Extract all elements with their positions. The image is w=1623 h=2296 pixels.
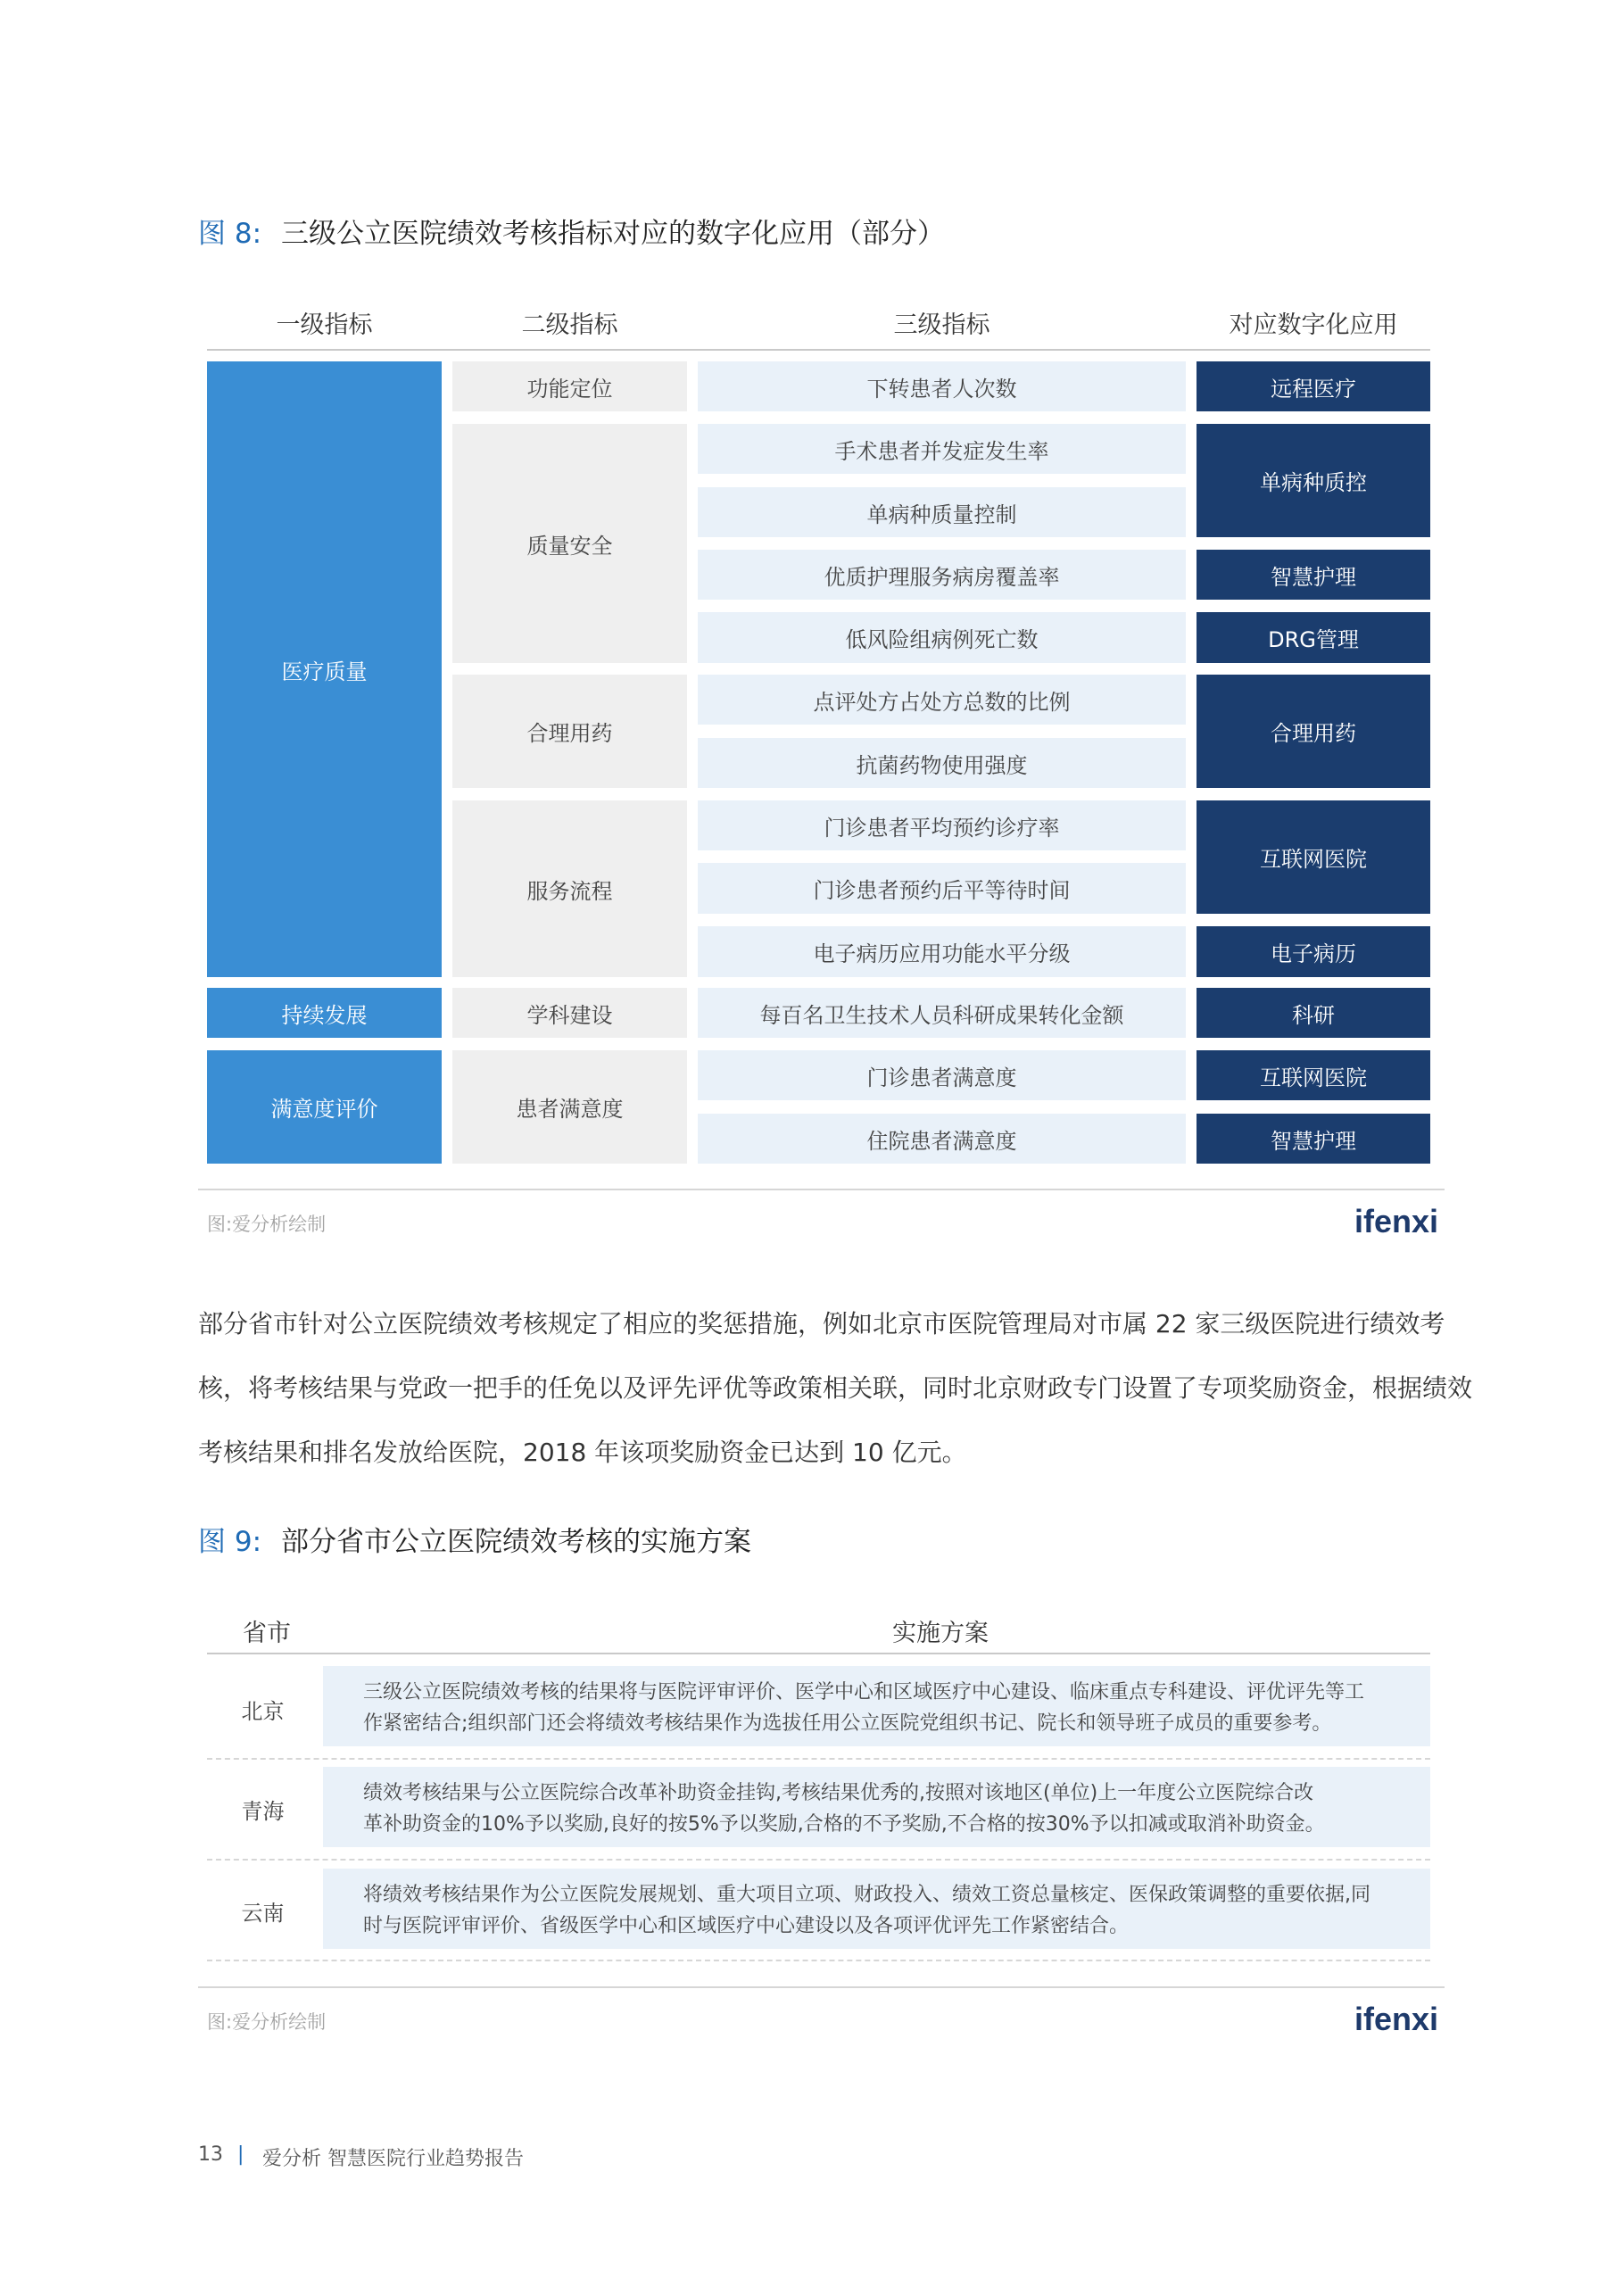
level3-cell: 每百名卫生技术人员科研成果转化金额 bbox=[698, 988, 1186, 1038]
footer-report-title: 爱分析 智慧医院行业趋势报告 bbox=[262, 2148, 524, 2170]
row-divider bbox=[207, 1859, 1430, 1861]
app-cell: 单病种质控 bbox=[1197, 424, 1430, 537]
level1-cell: 满意度评价 bbox=[207, 1050, 442, 1164]
level1-cell: 持续发展 bbox=[207, 988, 442, 1038]
plan-line: 绩效考核结果与公立医院综合改革补助资金挂钩,考核结果优秀的,按照对该地区(单位)上一年度公立医院综合改 bbox=[363, 1782, 1314, 1804]
app-cell: 互联网医院 bbox=[1197, 800, 1430, 914]
level2-cell: 服务流程 bbox=[452, 800, 687, 977]
figure-8-number: 图 8: bbox=[198, 218, 262, 250]
paragraph-line: 部分省市针对公立医院绩效考核规定了相应的奖惩措施，例如北京市医院管理局对市属 22 家三级医院进行绩效考 bbox=[198, 1309, 1445, 1339]
body-paragraph bbox=[198, 1292, 1473, 1485]
header-plan: 实施方案 bbox=[892, 1620, 989, 1647]
header-level1: 一级指标 bbox=[276, 311, 373, 339]
paragraph-line: 核，将考核结果与党政一把手的任免以及评先评优等政策相关联，同时北京财政专门设置了专项奖励资金，根据绩效 bbox=[198, 1373, 1473, 1403]
province-cell: 云南 bbox=[241, 1901, 285, 1926]
level3-cell: 单病种质量控制 bbox=[698, 487, 1186, 537]
figure-8-source: 图:爱分析绘制 bbox=[207, 1214, 327, 1235]
figure-8-title bbox=[198, 211, 945, 251]
app-cell: 电子病历 bbox=[1197, 926, 1430, 977]
province-cell: 青海 bbox=[241, 1799, 285, 1824]
header-apps: 对应数字化应用 bbox=[1229, 311, 1398, 339]
level3-cell: 低风险组病例死亡数 bbox=[698, 612, 1186, 663]
level3-cell: 手术患者并发症发生率 bbox=[698, 424, 1186, 474]
level2-cell: 功能定位 bbox=[452, 361, 687, 411]
level3-cell: 门诊患者满意度 bbox=[698, 1050, 1186, 1100]
level3-cell: 优质护理服务病房覆盖率 bbox=[698, 550, 1186, 600]
figure-9-number: 图 9: bbox=[198, 1526, 262, 1558]
app-cell: 智慧护理 bbox=[1197, 550, 1430, 600]
level1-cell: 医疗质量 bbox=[207, 361, 442, 977]
province-cell: 北京 bbox=[241, 1699, 285, 1724]
plan-line: 革补助资金的10%予以奖励,良好的按5%予以奖励,合格的不予奖励,不合格的按30%予以扣减或取消补助资金。 bbox=[363, 1813, 1325, 1836]
app-cell: DRG管理 bbox=[1197, 612, 1430, 663]
figure-9-title-text: 部分省市公立医院绩效考核的实施方案 bbox=[281, 1526, 752, 1558]
ifenxi-logo: ifenxi bbox=[1354, 2001, 1439, 2037]
level3-cell: 门诊患者预约后平等待时间 bbox=[698, 863, 1186, 914]
level2-cell: 患者满意度 bbox=[452, 1050, 687, 1164]
level2-cell: 质量安全 bbox=[452, 424, 687, 663]
plan-cell bbox=[323, 1869, 1430, 1949]
header-province: 省市 bbox=[243, 1620, 291, 1647]
row-divider bbox=[207, 1960, 1430, 1961]
paragraph-line: 考核结果和排名发放给医院，2018 年该项奖励资金已达到 10 亿元。 bbox=[198, 1438, 967, 1467]
plan-line: 将绩效考核结果作为公立医院发展规划、重大项目立项、财政投入、绩效工资总量核定、医保政策调整的重要依据,同 bbox=[363, 1884, 1370, 1906]
level3-cell: 门诊患者平均预约诊疗率 bbox=[698, 800, 1186, 850]
level2-cell: 合理用药 bbox=[452, 675, 687, 788]
level3-cell: 点评处方占处方总数的比例 bbox=[698, 675, 1186, 725]
plan-line: 时与医院评审评价、省级医学中心和区域医疗中心建设以及各项评优评先工作紧密结合。 bbox=[363, 1915, 1130, 1937]
footer-separator: | bbox=[237, 2143, 244, 2166]
plan-cell bbox=[323, 1666, 1430, 1746]
figure-9-source: 图:爱分析绘制 bbox=[207, 2011, 327, 2033]
figure-9-bottom-rule bbox=[198, 1986, 1445, 1988]
level3-cell: 下转患者人次数 bbox=[698, 361, 1186, 411]
figure-9-header-rule bbox=[207, 1653, 1430, 1654]
page-number: 13 bbox=[198, 2143, 223, 2166]
figure-8-title-text: 三级公立医院绩效考核指标对应的数字化应用（部分） bbox=[281, 218, 946, 250]
app-cell: 智慧护理 bbox=[1197, 1114, 1430, 1164]
plan-line: 作紧密结合;组织部门还会将绩效考核结果作为选拔任用公立医院党组织书记、院长和领导班子成员的重要参考。 bbox=[363, 1712, 1332, 1735]
ifenxi-logo: ifenxi bbox=[1354, 1203, 1439, 1239]
header-rule bbox=[207, 349, 1430, 351]
level3-cell: 抗菌药物使用强度 bbox=[698, 738, 1186, 788]
figure-8-bottom-rule bbox=[198, 1189, 1445, 1190]
header-level3: 三级指标 bbox=[893, 311, 990, 339]
figure-9-title bbox=[198, 1519, 751, 1559]
plan-line: 三级公立医院绩效考核的结果将与医院评审评价、医学中心和区域医疗中心建设、临床重点专科建设、评优评先等工 bbox=[363, 1681, 1365, 1703]
level2-cell: 学科建设 bbox=[452, 988, 687, 1038]
app-cell: 互联网医院 bbox=[1197, 1050, 1430, 1100]
app-cell: 合理用药 bbox=[1197, 675, 1430, 788]
level3-cell: 住院患者满意度 bbox=[698, 1114, 1186, 1164]
row-divider bbox=[207, 1758, 1430, 1760]
header-level2: 二级指标 bbox=[521, 311, 618, 339]
app-cell: 远程医疗 bbox=[1197, 361, 1430, 411]
plan-cell bbox=[323, 1767, 1430, 1847]
app-cell: 科研 bbox=[1197, 988, 1430, 1038]
level3-cell: 电子病历应用功能水平分级 bbox=[698, 926, 1186, 977]
